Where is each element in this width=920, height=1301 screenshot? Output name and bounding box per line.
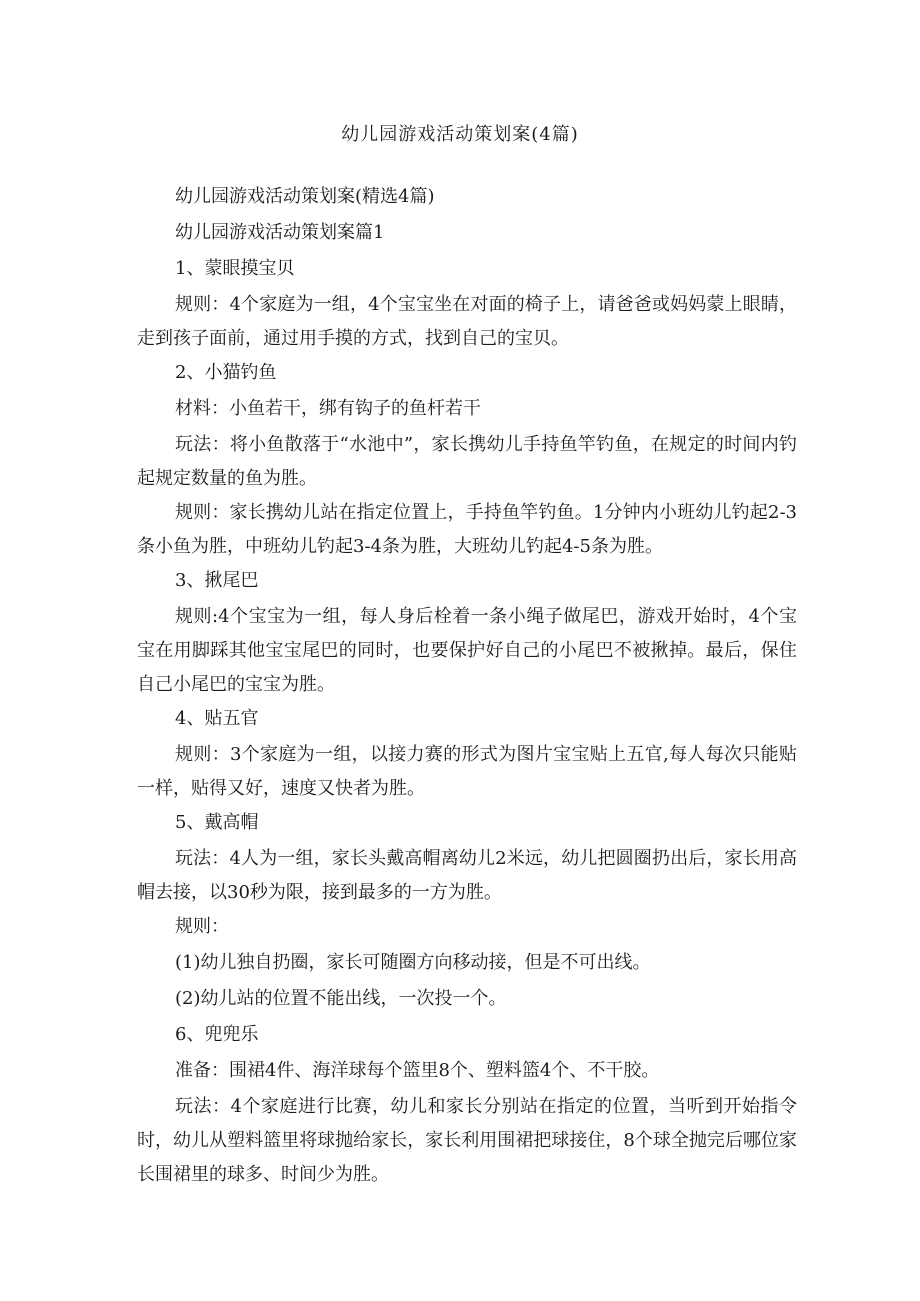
paragraph-game-5-title: 5、戴高帽 <box>175 812 259 833</box>
paragraph-game-2-play: 玩法：将小鱼散落于“水池中”，家长携幼儿手持鱼竿钓鱼，在规定的时间内钓起规定数量的鱼为胜。 <box>137 434 797 489</box>
paragraph-game-2-title: 2、小猫钓鱼 <box>175 362 277 383</box>
paragraph-game-3-rules: 规则:4个宝宝为一组，每人身后栓着一条小绳子做尾巴，游戏开始时，4个宝宝在用脚踩其他宝宝尾巴的同时，也要保护好自己的小尾巴不被揪掉。最后，保住自己小尾巴的宝宝为胜。 <box>137 606 797 695</box>
paragraph-game-4-rules: 规则：3个家庭为一组，以接力赛的形式为图片宝宝贴上五官,每人每次只能贴一样，贴得又好，速度又快者为胜。 <box>137 744 797 799</box>
paragraph-game-5-rule-1: (1)幼儿独自扔圈，家长可随圈方向移动接，但是不可出线。 <box>175 952 651 973</box>
paragraph-game-6-play: 玩法：4个家庭进行比赛，幼儿和家长分别站在指定的位置，当听到开始指令时，幼儿从塑料篮里将球抛给家长，家长利用围裙把球接住，8个球全抛完后哪位家长围裙里的球多、时间少为胜。 <box>137 1096 797 1185</box>
paragraph-game-5-rule-2: (2)幼儿站的位置不能出线，一次投一个。 <box>175 988 507 1009</box>
paragraph-game-6-title: 6、兜兜乐 <box>175 1024 259 1045</box>
paragraph-section-heading: 幼儿园游戏活动策划案篇1 <box>175 222 385 243</box>
paragraph-game-4-title: 4、贴五官 <box>175 708 259 729</box>
paragraph-game-1-title: 1、蒙眼摸宝贝 <box>175 258 295 279</box>
paragraph-game-2-rules: 规则：家长携幼儿站在指定位置上，手持鱼竿钓鱼。1分钟内小班幼儿钓起2-3条小鱼为胜，中班幼儿钓起3-4条为胜，大班幼儿钓起4-5条为胜。 <box>137 502 797 557</box>
paragraph-game-2-materials: 材料：小鱼若干，绑有钩子的鱼杆若干 <box>175 398 481 419</box>
document-title: 幼儿园游戏活动策划案(4篇) <box>341 124 579 145</box>
paragraph-game-5-play: 玩法：4人为一组，家长头戴高帽离幼儿2米远，幼儿把圆圈扔出后，家长用高帽去接，以30秒为限，接到最多的一方为胜。 <box>137 848 797 903</box>
paragraph-game-1-rules: 规则：4个家庭为一组，4个宝宝坐在对面的椅子上，请爸爸或妈妈蒙上眼睛，走到孩子面前，通过用手摸的方式，找到自己的宝贝。 <box>137 294 797 349</box>
paragraph-game-6-preparation: 准备：围裙4件、海洋球每个篮里8个、塑料篮4个、不干胶。 <box>175 1060 660 1081</box>
paragraph-game-3-title: 3、揪尾巴 <box>175 570 259 591</box>
paragraph-subtitle: 幼儿园游戏活动策划案(精选4篇) <box>175 186 435 207</box>
paragraph-game-5-rules-label: 规则： <box>175 916 229 937</box>
document-body <box>137 180 797 1192</box>
